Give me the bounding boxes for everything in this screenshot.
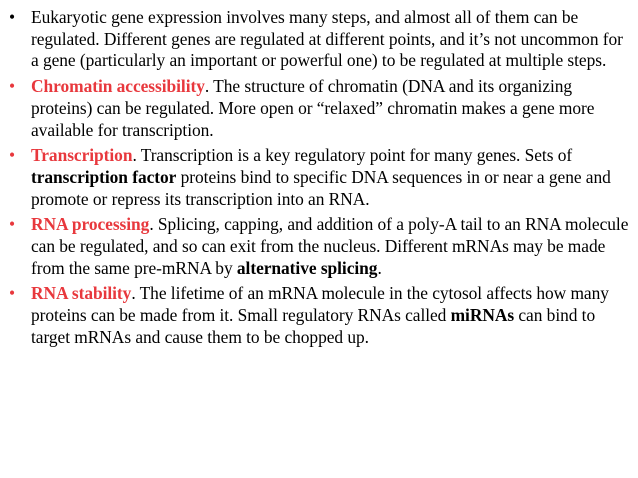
bullet-text: . Splicing, capping, and addition of a poly-A tail to an RNA molecule can be regulated, and so can exit from the nucleus. Different mRNAs may be made from the same pre-mRNA by bbox=[31, 214, 629, 278]
bold-mirnas: miRNAs bbox=[450, 305, 515, 326]
bullet-item-overview bbox=[9, 7, 631, 72]
bullet-dot-icon: • bbox=[9, 283, 16, 304]
term-rna-processing: RNA processing bbox=[31, 214, 150, 235]
bullet-list bbox=[9, 7, 631, 353]
bullet-item-rna-stability bbox=[9, 283, 631, 348]
term-transcription: Transcription bbox=[31, 145, 133, 166]
bullet-text: . The lifetime of an mRNA molecule in the cytosol affects how many proteins can be made from it. Small regulatory RNAs called bbox=[31, 283, 609, 326]
bullet-text: . bbox=[377, 257, 382, 278]
term-chromatin-accessibility: Chromatin accessibility bbox=[31, 76, 205, 97]
bold-alternative-splicing: alternative splicing bbox=[236, 257, 378, 278]
bullet-dot-icon: • bbox=[9, 76, 16, 97]
bullet-dot-icon: • bbox=[9, 7, 16, 27]
bold-transcription-factor: transcription factor bbox=[31, 166, 177, 187]
bullet-text: Eukaryotic gene expression involves many steps, and almost all of them can be regulated. Different genes are regulated at different points, and it’s not uncommon for a gene (particularly an important or powerful one) to be regulated at multiple steps. bbox=[31, 7, 623, 71]
term-rna-stability: RNA stability bbox=[31, 283, 132, 304]
bullet-text: proteins bind to specific DNA sequences in or near a gene and promote or repress its transcription into an RNA. bbox=[31, 166, 611, 209]
bullet-item-chromatin-accessibility bbox=[9, 76, 631, 141]
bullet-text: can bind to target mRNAs and cause them to be chopped up. bbox=[31, 305, 596, 347]
bullet-item-transcription bbox=[9, 145, 631, 210]
bullet-dot-icon: • bbox=[9, 214, 16, 235]
bullet-text: . Transcription is a key regulatory point for many genes. Sets of bbox=[132, 145, 573, 166]
bullet-text: . The structure of chromatin (DNA and its organizing proteins) can be regulated. More open or “relaxed” chromatin makes a gene more available for transcription. bbox=[31, 76, 595, 140]
bullet-dot-icon: • bbox=[9, 145, 16, 166]
bullet-item-rna-processing bbox=[9, 214, 631, 279]
